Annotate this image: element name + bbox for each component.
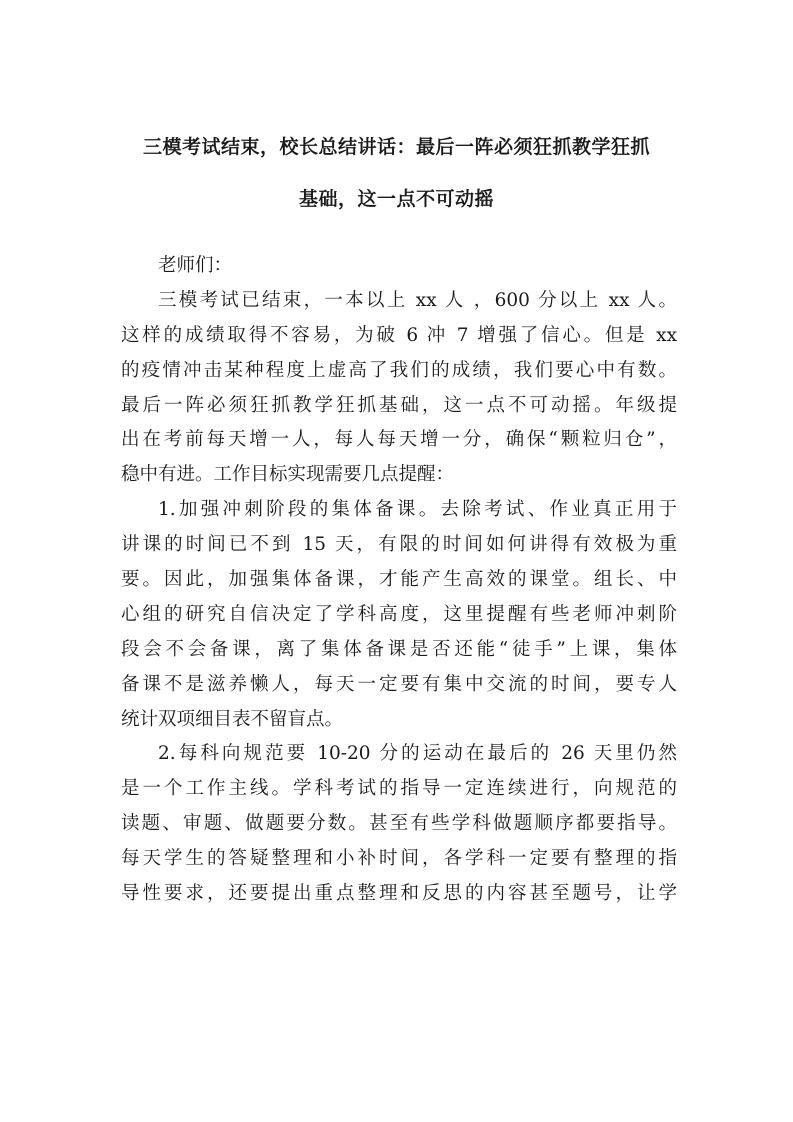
paragraph-line: 讲课的时间已不到 15 天，有限的时间如何讲得有效极为重 [121,534,677,556]
paragraph-line: 统计双项细目表不留盲点。 [121,708,344,730]
paragraph-line: 稳中有进。工作目标实现需要几点提醒： [121,464,455,486]
paragraph-line: 最后一阵必须狂抓教学狂抓基础，这一点不可动摇。年级提 [121,394,677,416]
paragraph-line: 是一个工作主线。学科考试的指导一定连续进行，向规范的 [121,778,677,800]
paragraph-line: 备课不是滋养懒人，每天一定要有集中交流的时间，要专人 [121,673,677,695]
paragraph-line: 这样的成绩取得不容易，为破 6 冲 7 增强了信心。但是 xx [121,324,677,346]
paragraph-line: 2.每科向规范要 10-20 分的运动在最后的 26 天里仍然 [158,743,677,765]
salutation: 老师们： [158,255,233,276]
paragraph-line: 的疫情冲击某种程度上虚高了我们的成绩，我们要心中有数。 [121,359,677,381]
paragraph-line: 三模考试已结束，一本以上 xx 人 ，600 分以上 xx 人。 [158,289,677,311]
paragraph-line: 1.加强冲刺阶段的集体备课。去除考试、作业真正用于 [158,499,677,521]
paragraph-line: 心组的研究自信决定了学科高度，这里提醒有些老师冲刺阶 [121,603,677,625]
document-title-line-1: 三模考试结束，校长总结讲话：最后一阵必须狂抓教学狂抓 [142,136,650,158]
document-body [121,249,677,912]
document-title-line-2: 基础，这一点不可动摇 [298,188,494,210]
paragraph-line: 导性要求，还要提出重点整理和反思的内容甚至题号，让学 [121,883,677,905]
paragraph-line: 要。因此，加强集体备课，才能产生高效的课堂。组长、中 [121,569,677,591]
paragraph-line: 段会不会备课，离了集体备课是否还能“徒手”上课，集体 [121,638,677,660]
paragraph-line: 读题、审题、做题要分数。甚至有些学科做题顺序都要指导。 [121,813,677,835]
paragraph-line: 出在考前每天增一人，每人每天增一分，确保“颗粒归仓”， [121,429,677,451]
paragraph-line: 每天学生的答疑整理和小补时间，各学科一定要有整理的指 [121,848,677,870]
